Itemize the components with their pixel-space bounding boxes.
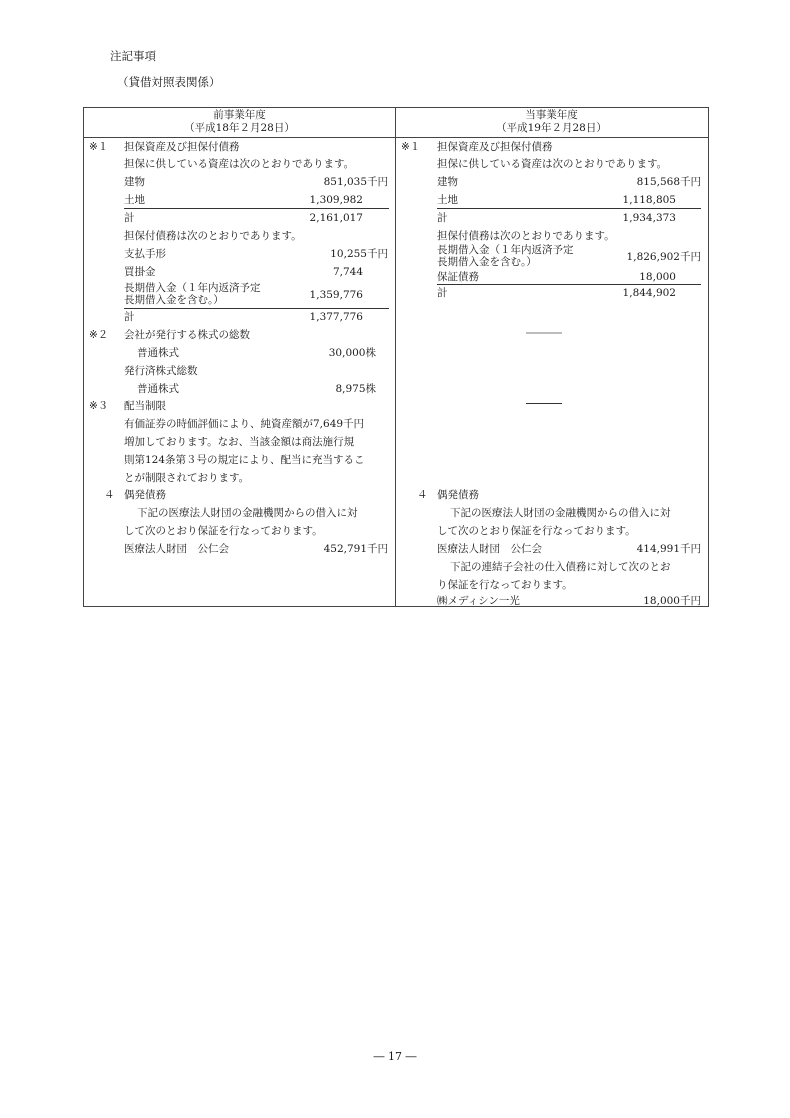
right-debts-intro: 担保付債務は次のとおりであります。 [437,230,615,242]
subtotal-rule [124,308,389,309]
left-note4-text: して次のとおり保証を行なっております。 [124,525,323,537]
left-note1-title: 担保資産及び担保付債務 [124,141,240,153]
right-header-date: （平成19年２月28日） [496,122,607,134]
right-debts-total-value: 1,844,902 [622,287,676,299]
left-debts-intro: 担保付債務は次のとおりであります。 [124,230,302,242]
left-note3-title: 配当制限 [124,400,166,412]
left-note3-mark: ※３ [89,400,109,412]
right-debt-label-line1: 長期借入金（１年内返済予定 [437,244,574,256]
left-issued-title: 発行済株式総数 [124,365,198,377]
subtotal-rule [124,208,389,209]
left-note4-text: 下記の医療法人財団の金融機関からの借入に対 [137,507,358,519]
left-issued-label: 普通株式 [137,383,179,395]
right-assets-total-label: 計 [437,212,448,224]
right-debts-total-label: 計 [437,287,448,299]
column-divider [395,107,396,607]
left-guarantee-label: 医療法人財団 公仁会 [124,543,229,555]
subtotal-rule [437,208,701,209]
left-note3-text: 有価証券の時価評価により、純資産額が7,649千円 [124,418,365,430]
right-note4-mark: ４ [417,489,428,501]
right-debt-value: 1,826,902千円 [626,251,701,263]
left-note1-assets-intro: 担保に供している資産は次のとおりであります。 [124,158,355,170]
left-debt-value: 7,744 [332,266,363,278]
right-note4-text: り保証を行なっております。 [437,579,573,591]
subsection-title: （貸借対照表関係） [117,75,221,89]
right-note1-assets-intro: 担保に供している資産は次のとおりであります。 [437,158,668,170]
left-debt-label-line2: 長期借入金を含む。） [124,294,224,306]
left-debt-label: 支払手形 [124,248,166,260]
left-debts-total-value: 1,377,776 [309,311,363,323]
right-assets-total-value: 1,934,373 [622,212,676,224]
left-issued-value: 8,975株 [335,383,376,395]
right-debt-label: 保証債務 [437,271,479,283]
right-guarantee2-label: ㈱メディシン一光 [437,595,520,607]
right-debt-value: 18,000 [639,271,676,283]
left-debt-label: 買掛金 [124,266,156,278]
right-note4-title: 偶発債務 [437,489,479,501]
left-note3-text: とが制限されております。 [124,472,250,484]
right-guarantee-value: 414,991千円 [636,543,701,555]
left-debt-label-line1: 長期借入金（１年内返済予定 [124,282,261,294]
right-header-period: 当事業年度 [525,109,578,121]
left-asset-label: 土地 [124,194,145,206]
header-divider [83,137,709,138]
left-authorized-label: 普通株式 [137,347,179,359]
section-title: 注記事項 [110,49,156,63]
right-note4-text: して次のとおり保証を行なっております。 [437,525,636,537]
right-guarantee2-value: 18,000千円 [643,595,701,607]
subtotal-rule [437,284,701,285]
left-debt-value: 10,255千円 [330,248,388,260]
left-assets-total-label: 計 [124,212,135,224]
left-note2-title: 会社が発行する株式の総数 [124,329,250,341]
note3-none-dash [526,403,562,404]
left-note3-text: 則第124条第３号の規定により、配当に充当するこ [124,454,365,466]
left-asset-value: 1,309,982 [309,194,363,206]
left-guarantee-value: 452,791千円 [323,543,388,555]
right-asset-label: 土地 [437,194,458,206]
right-note4-text: 下記の医療法人財団の金融機関からの借入に対 [450,507,671,519]
right-debt-label-line2: 長期借入金を含む。） [437,256,537,268]
left-asset-value: 851,035千円 [323,176,388,188]
left-header-date: （平成18年２月28日） [184,122,295,134]
left-authorized-value: 30,000株 [328,347,376,359]
note2-none-dash [526,332,562,334]
left-note3-text: 増加しております。なお、当該金額は商法施行規 [124,436,355,448]
left-debts-total-label: 計 [124,311,135,323]
page-number: ― 17 ― [373,1050,417,1063]
left-debt-value: 1,359,776 [309,289,363,301]
left-note4-mark: ４ [104,489,115,501]
right-asset-value: 1,118,805 [622,194,676,206]
right-guarantee-label: 医療法人財団 公仁会 [437,543,542,555]
left-note2-mark: ※２ [89,329,109,341]
right-asset-label: 建物 [437,176,458,188]
right-note1-mark: ※１ [401,141,421,153]
right-note4-text: 下記の連結子会社の仕入債務に対して次のとお [450,561,671,573]
left-note4-title: 偶発債務 [124,489,166,501]
right-asset-value: 815,568千円 [636,176,701,188]
left-asset-label: 建物 [124,176,145,188]
left-note1-mark: ※１ [89,141,109,153]
right-note1-title: 担保資産及び担保付債務 [437,141,553,153]
left-header-period: 前事業年度 [213,109,266,121]
left-assets-total-value: 2,161,017 [309,212,363,224]
